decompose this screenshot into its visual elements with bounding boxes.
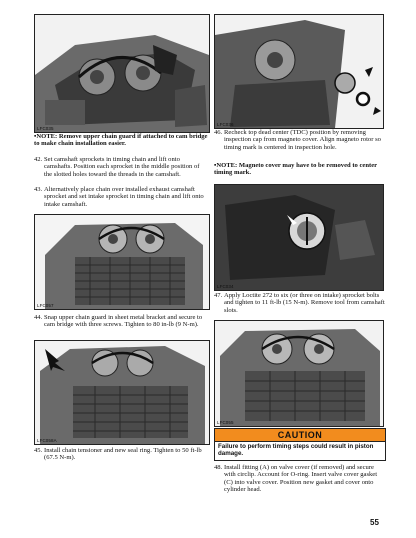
note-magneto-cover: ▪NOTE: Magneto cover may have to be removed to center timing mark. [214, 162, 377, 177]
cylinder-head-illustration [35, 215, 209, 309]
chain-tensioner-illustration [35, 341, 209, 444]
figure-lfc036 [214, 14, 384, 129]
figure-lfc035 [34, 14, 210, 133]
step-44: 44. Snap upper chain guard in sheet metal bracket and secure to cam bridge with three screws. Tighten to 80 in-lb (9 N-m). [34, 314, 203, 329]
engine-illustration [215, 15, 383, 128]
step-48: 48. Install fitting (A) on valve cover (if removed) and secure with circlip. Account for O-ring. Insert valve cover gasket (C) into valve cover. Position new gasket and cover onto cylinder head. [214, 464, 378, 494]
caution-title: CAUTION [277, 430, 323, 440]
step-42: 42. Set camshaft sprockets in timing chain and lift onto camshafts. Position each sprocket in the middle position of the slotted holes toward the threads in the camshaft. [34, 156, 200, 178]
figure-lfc034 [214, 184, 384, 291]
step-46: 46. Recheck top dead center (TDC) position by removing inspection cap from magneto cover. Align magneto rotor so timing mark is centered in inspection hole. [214, 129, 381, 151]
caution-banner [214, 428, 386, 442]
figure-code: LFC036 [217, 122, 234, 127]
figure-code: LFC058A [37, 438, 57, 443]
note-upper-chain-guard: ▪NOTE: Remove upper chain guard if attached to cam bridge to make chain installation easier. [34, 133, 208, 148]
figure-lfc057 [34, 214, 210, 310]
figure-lfc058a [34, 340, 210, 445]
figure-code: LFC057 [37, 303, 54, 308]
figure-code: LFC035 [37, 126, 54, 131]
magneto-timing-illustration [215, 185, 383, 290]
engine-illustration [35, 15, 209, 132]
figure-code: LFC055 [217, 420, 234, 425]
step-43: 43. Alternatively place chain over installed exhaust camshaft sprocket and set intake sprocket in timing chain and lift onto intake camshaft. [34, 186, 204, 208]
step-47: 47. Apply Loctite 272 to six (or three on intake) sprocket bolts and tighten to 11 ft-lb (15 N-m). Remove tool from camshaft slots. [214, 292, 385, 314]
step-45: 45. Install chain tensioner and new seal ring. Tighten to 50 ft-lb (67.5 N-m). [34, 447, 202, 462]
figure-code: LFC034 [217, 284, 234, 289]
caution-message: Failure to perform timing steps could result in piston damage. [214, 441, 386, 461]
sprocket-bolts-illustration [215, 321, 383, 426]
figure-lfc055 [214, 320, 384, 427]
page-number: 55 [370, 518, 379, 527]
